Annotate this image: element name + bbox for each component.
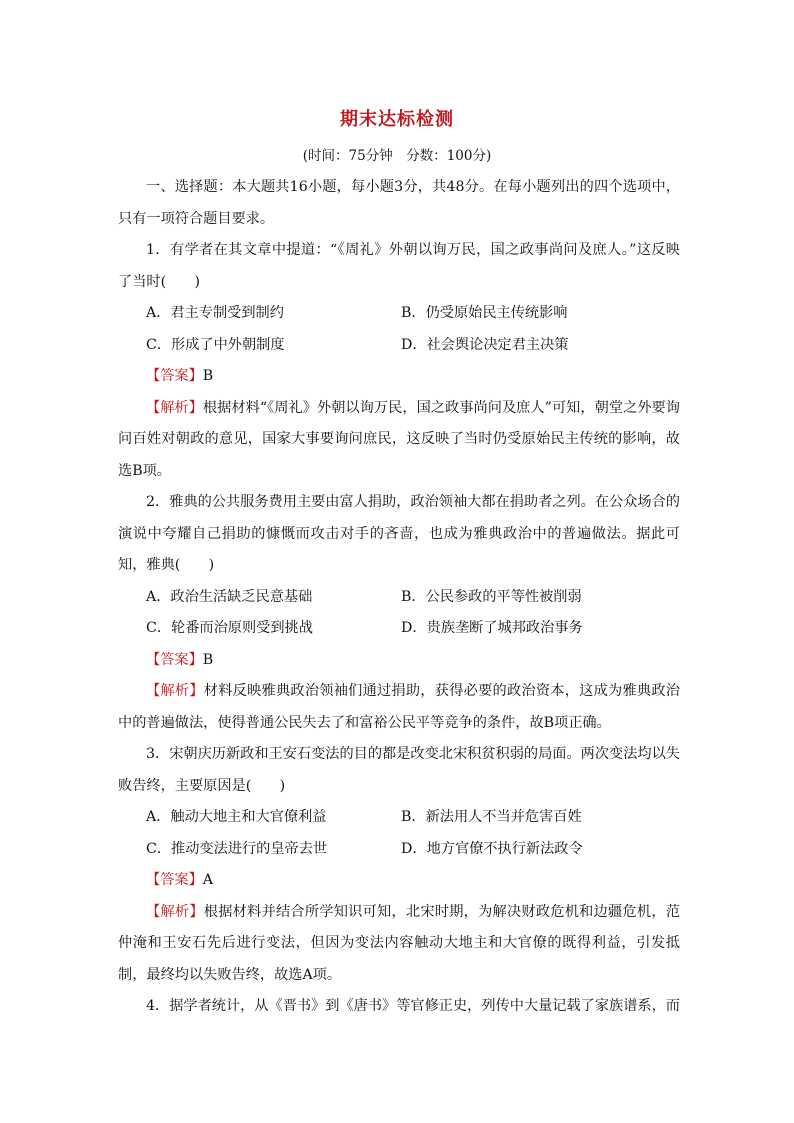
question-stem: 2．雅典的公共服务费用主要由富人捐助，政治领袖大都在捐助者之列。在公众场合的演说中夸耀自己捐助的慷慨而攻击对手的吝啬，也成为雅典政治中的普遍做法。据此可知，雅典( ) [118,494,680,573]
question-options [118,582,680,645]
question-stem: 3．宋朝庆历新政和王安石变法的目的都是改变北宋积贫积弱的局面。两次变法均以失败告终，主要原因是( ) [118,746,680,794]
question-options [118,802,680,865]
analysis-paragraph [118,897,680,992]
analysis-paragraph [118,393,680,488]
option-a: A．君主专制受到制约 [146,305,284,321]
document-title: 期末达标检测 [340,109,454,130]
option-c: C．推动变法进行的皇帝去世 [146,840,328,857]
question-2 [118,487,680,739]
answer-value: B [202,651,214,668]
answer-tag: 【答案】 [146,651,203,668]
analysis-tag: 【解析】 [146,683,204,699]
question-options [118,298,680,361]
option-c: C．形成了中外朝制度 [146,336,285,353]
question-stem: 4．据学者统计，从《晋书》到《唐书》等官修正史，列传中大量记载了家族谱系，而 [146,998,680,1014]
answer-line [118,865,680,897]
option-b: B．仍受原始民主传统影响 [401,305,568,321]
analysis-text: 根据材料并结合所学知识可知，北宋时期，为解决财政危机和边疆危机，范仲淹和王安石先后进行变法，但因为变法内容触动大地主和大官僚的既得利益，引发抵制，最终均以失败告终，故选A项。 [118,903,680,983]
option-a: A．触动大地主和大官僚利益 [146,809,327,825]
answer-line [118,361,680,393]
answer-value: B [202,368,214,384]
answer-tag: 【答案】 [146,368,203,384]
option-b: B．新法用人不当并危害百姓 [401,809,582,825]
analysis-text: 根据材料“《周礼》外朝以询万民，国之政事尚问及庶人”可知，朝堂之外要询问百姓对朝政的意见，国家大事要询问庶民，这反映了当时仍受原始民主传统的影响，故选B项。 [118,399,680,479]
analysis-tag: 【解析】 [146,399,203,416]
option-b: B．公民参政的平等性被削弱 [401,588,582,605]
option-a: A．政治生活缺乏民意基础 [146,588,313,605]
option-d: D．地方官僚不执行新法政令 [401,840,583,857]
answer-value: A [202,872,214,888]
analysis-paragraph [118,676,680,739]
answer-line [118,645,680,677]
question-3 [118,739,680,991]
analysis-tag: 【解析】 [146,903,204,920]
option-d: D．社会舆论决定君主决策 [401,336,569,353]
document-subtitle: (时间：75分钟 分数：100分) [302,148,492,164]
option-d: D．贵族垄断了城邦政治事务 [401,620,583,636]
question-stem: 1．有学者在其文章中提道：“《周礼》外朝以询万民，国之政事尚问及庶人。”这反映了当时( ) [118,242,680,290]
question-1 [118,235,680,487]
answer-tag: 【答案】 [146,872,203,888]
option-c: C．轮番而治原则受到挑战 [146,620,313,636]
analysis-text: 材料反映雅典政治领袖们通过捐助，获得必要的政治资本，这成为雅典政治中的普遍做法，使得普通公民失去了和富裕公民平等竞争的条件，故B项正确。 [118,683,680,731]
document-body [118,172,680,1023]
section-heading: 一、选择题：本大题共16小题，每小题3分，共48分。在每小题列出的四个选项中，只有一项符合题目要求。 [118,179,680,227]
question-4 [118,991,680,1023]
